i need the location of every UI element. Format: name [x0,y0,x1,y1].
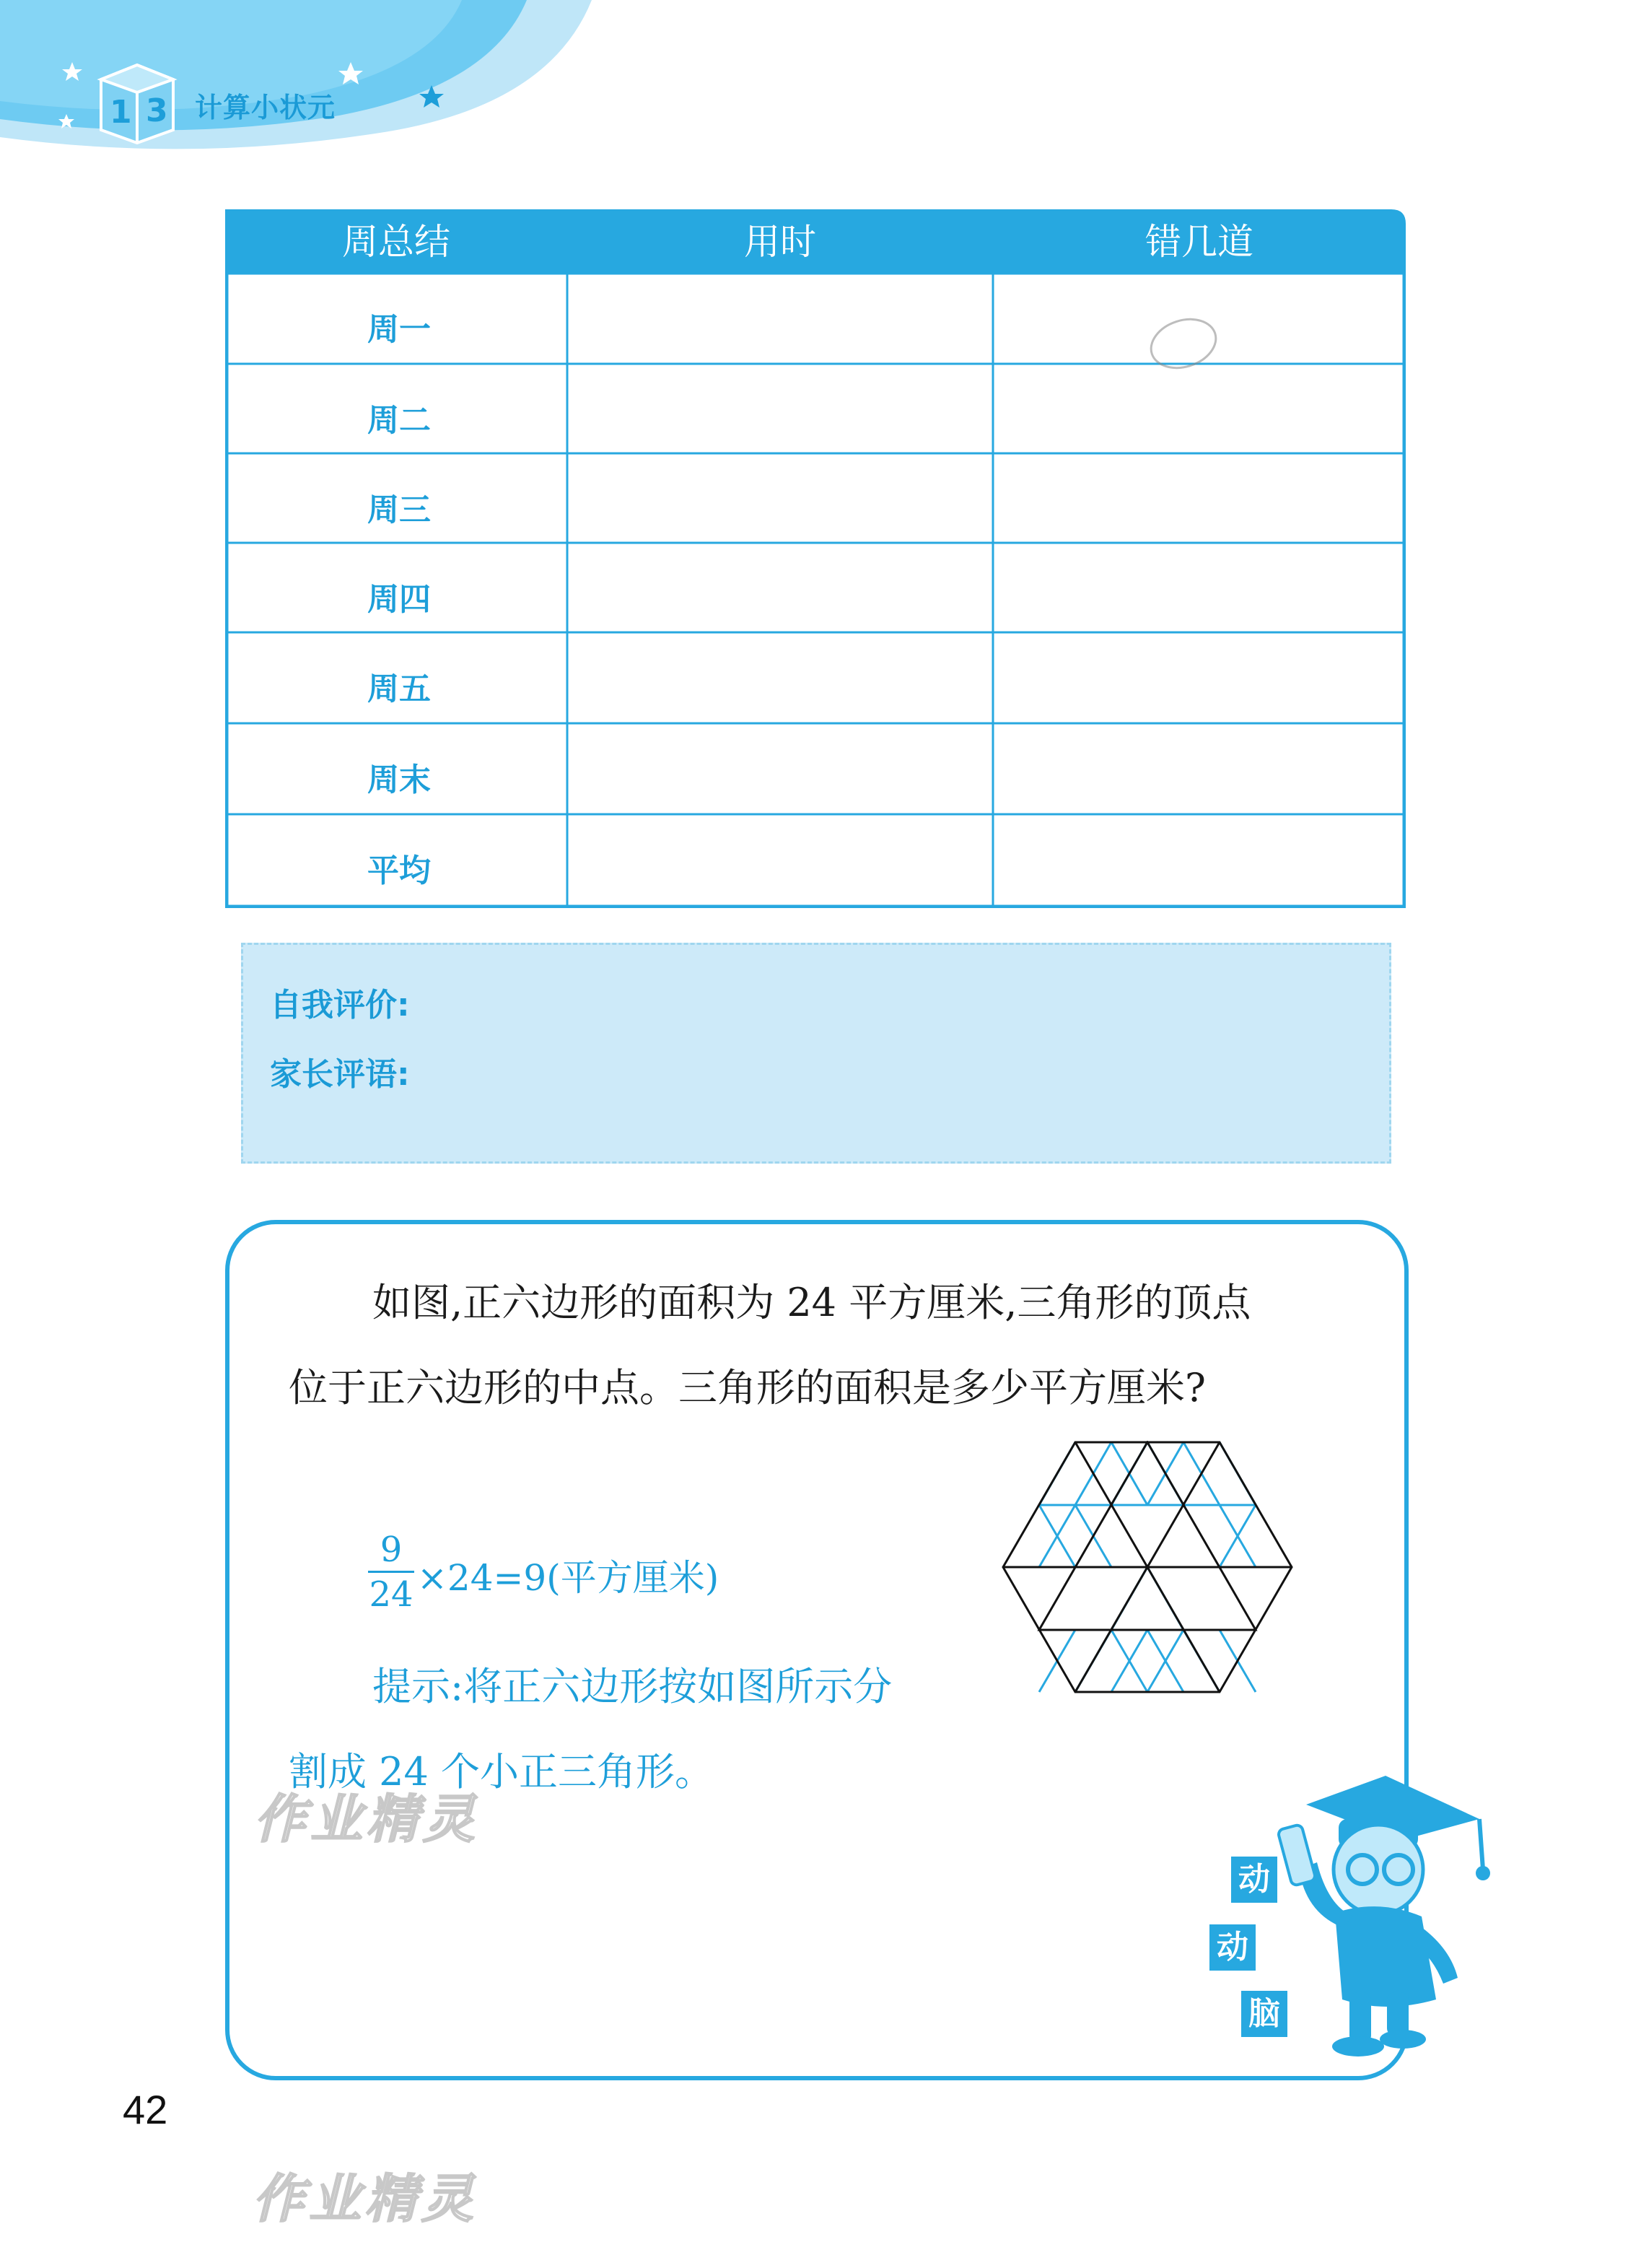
svg-text:1: 1 [110,94,132,131]
header-time-used: 用时 [744,221,816,263]
row-tuesday: 周二 [367,402,431,439]
row-thursday: 周四 [367,581,431,618]
row-weekend: 周末 [367,762,431,798]
fraction-denominator: 24 [369,1574,413,1615]
header-mistakes: 错几道 [1145,221,1253,263]
hexagon-diagram [1002,1441,1299,1699]
watermark-1: 作业精灵 [254,1789,480,1849]
watermark-2: 作业精灵 [253,2168,478,2229]
fraction-numerator: 9 [368,1529,414,1573]
answer-fraction [368,1529,414,1616]
question-line-1: 如图,正六边形的面积为 24 平方厘米,三角形的顶点 [372,1280,1251,1325]
header-week-summary: 周总结 [342,221,450,263]
answer-expression: ×24=9(平方厘米) [417,1557,719,1599]
hint-line-2: 割成 24 个小正三角形。 [289,1749,714,1794]
question-line-2: 位于正六边形的中点。三角形的面积是多少平方厘米? [289,1365,1206,1410]
tag-brain: 脑 [1241,1991,1287,2037]
brand-title: 计算小状元 [195,92,336,123]
row-average: 平均 [367,852,431,889]
dice-logo-icon [101,65,173,143]
parent-comment-label: 家长评语: [270,1056,410,1093]
row-wednesday: 周三 [367,492,431,528]
tag-move-1: 动 [1231,1857,1277,1903]
row-monday: 周一 [367,311,431,348]
hint-line-1: 提示:将正六边形按如图所示分 [372,1664,893,1709]
stamp-mark [1145,311,1222,375]
header-decoration [0,0,606,152]
self-evaluation-label: 自我评价: [270,987,410,1024]
svg-text:3: 3 [146,92,168,129]
row-friday: 周五 [367,671,431,707]
tag-move-2: 动 [1209,1924,1256,1971]
page-number: 42 [123,2087,168,2132]
evaluation-box [241,943,1391,1164]
